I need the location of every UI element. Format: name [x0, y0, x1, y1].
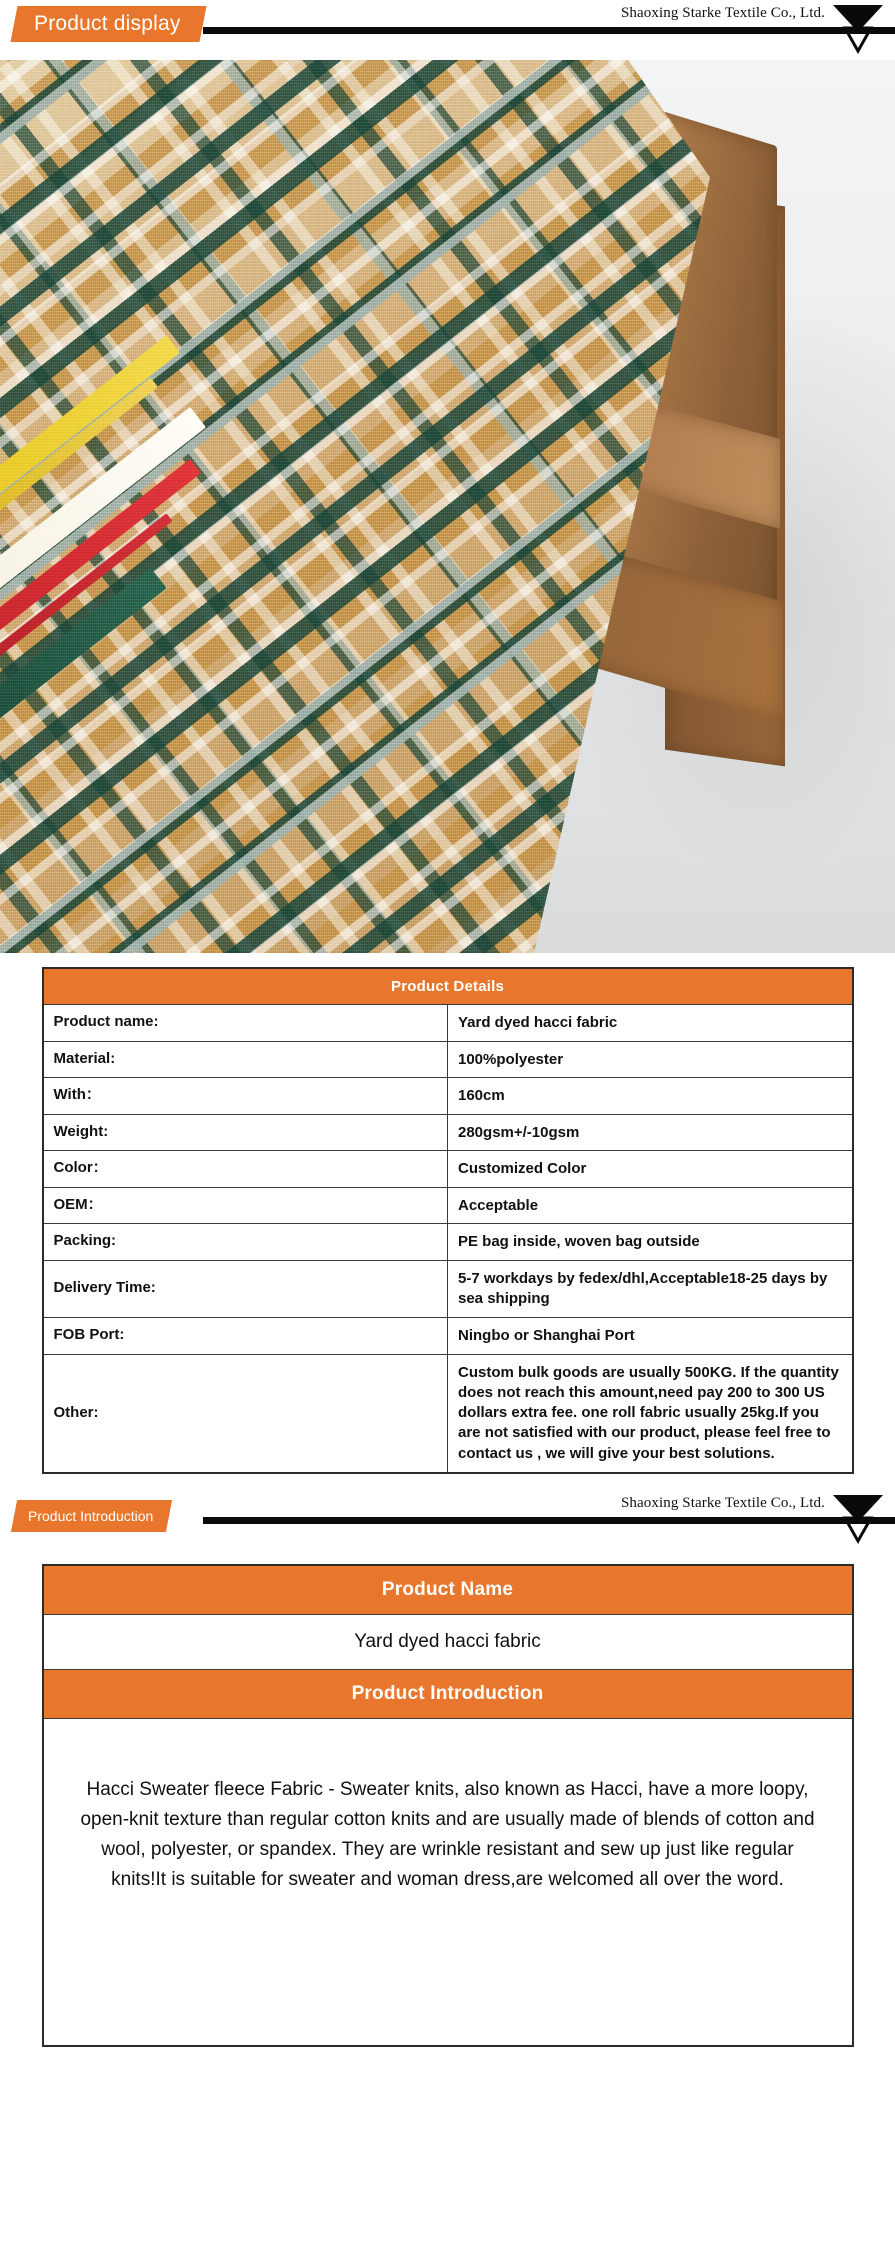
row-label: Other:	[43, 1354, 448, 1473]
row-label: Color：	[43, 1151, 448, 1188]
product-details-table	[42, 967, 854, 1474]
table-row	[43, 1005, 853, 1042]
row-value: Custom bulk goods are usually 500KG. If the quantity does not reach this amount,need pay 200 to 300 US dollars extra fee. one roll fabric usually 25kg.If you are not satisfied with our product, please feel free to contact us , we will give your best solutions.	[448, 1354, 853, 1473]
product-name-header: Product Name	[43, 1565, 853, 1615]
triangle-v-logo-icon	[829, 2, 887, 54]
table-header-row	[43, 968, 853, 1005]
product-details-header: Product Details	[43, 968, 853, 1005]
row-value: Yard dyed hacci fabric	[448, 1005, 853, 1042]
triangle-v-logo-icon	[829, 1492, 887, 1544]
section-tag-product-display	[11, 6, 207, 42]
product-photo	[0, 60, 895, 953]
table-row	[43, 1151, 853, 1188]
company-name-introduction: Shaoxing Starke Textile Co., Ltd.	[620, 1494, 825, 1511]
row-label: Delivery Time:	[43, 1260, 448, 1318]
section-tag-product-introduction	[11, 1500, 173, 1532]
table-row	[43, 1114, 853, 1151]
row-value: 160cm	[448, 1078, 853, 1115]
table-row	[43, 1041, 853, 1078]
product-introduction-body: Hacci Sweater fleece Fabric - Sweater knits, also known as Hacci, have a more loopy, open-knit texture than regular cotton knits and are usually made of blends of cotton and wool, polyester, or spandex. They are wrinkle resistant and sew up just like regular knits!It is suitable for sweater and woman dress,are welcomed all over the word.	[43, 1718, 853, 2046]
product-introduction-banner	[0, 1490, 895, 1550]
table-row	[43, 1187, 853, 1224]
product-name-value: Yard dyed hacci fabric	[43, 1614, 853, 1669]
row-label: OEM：	[43, 1187, 448, 1224]
row-label: FOB Port:	[43, 1318, 448, 1355]
section-spacer	[0, 1474, 895, 1490]
row-value: 5-7 workdays by fedex/dhl,Acceptable18-25 days by sea shipping	[448, 1260, 853, 1318]
intro-name-header-row	[43, 1565, 853, 1615]
intro-name-value-row	[43, 1614, 853, 1669]
intro-body-row	[43, 1718, 853, 2046]
table-row	[43, 1078, 853, 1115]
table-row	[43, 1224, 853, 1261]
section-tag-label: Product Introduction	[28, 1507, 154, 1524]
row-value: 100%polyester	[448, 1041, 853, 1078]
banner-rule	[203, 1517, 895, 1524]
table-row	[43, 1260, 853, 1318]
intro-header-row	[43, 1669, 853, 1718]
knit-fabric	[0, 60, 710, 953]
row-value: Customized Color	[448, 1151, 853, 1188]
table-row	[43, 1318, 853, 1355]
section-tag-label: Product display	[34, 12, 181, 35]
row-label: Packing:	[43, 1224, 448, 1261]
photo-background	[0, 60, 895, 953]
product-introduction-header: Product Introduction	[43, 1669, 853, 1718]
row-label: Material:	[43, 1041, 448, 1078]
row-value: Acceptable	[448, 1187, 853, 1224]
product-introduction-table	[42, 1564, 854, 2047]
table-row	[43, 1354, 853, 1473]
company-name-display: Shaoxing Starke Textile Co., Ltd.	[620, 5, 825, 21]
knit-texture-overlay	[0, 60, 710, 953]
row-label: Weight:	[43, 1114, 448, 1151]
banner-rule	[203, 27, 895, 34]
row-value: Ningbo or Shanghai Port	[448, 1318, 853, 1355]
row-label: With：	[43, 1078, 448, 1115]
row-value: PE bag inside, woven bag outside	[448, 1224, 853, 1261]
product-display-banner	[0, 0, 895, 60]
row-label: Product name:	[43, 1005, 448, 1042]
row-value: 280gsm+/-10gsm	[448, 1114, 853, 1151]
